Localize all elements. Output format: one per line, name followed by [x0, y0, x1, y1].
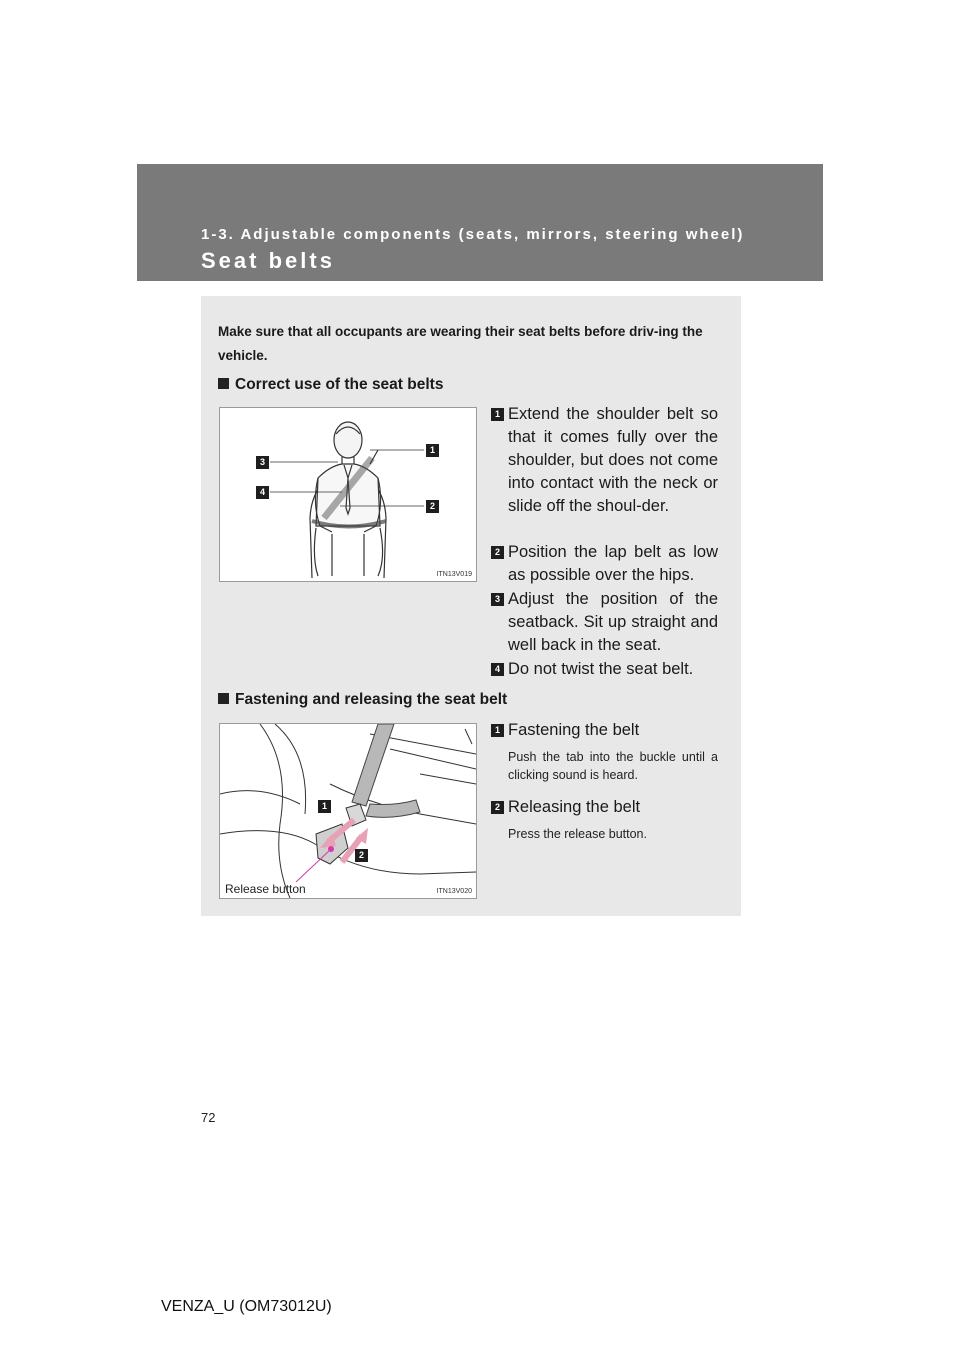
figure-fastening: [219, 723, 477, 899]
heading-fastening: [218, 691, 507, 709]
square-bullet-icon: [218, 693, 229, 704]
list-item: [491, 541, 718, 587]
intro-text: Make sure that all occupants are wearing their seat belts before driv-ing the vehicle.: [218, 324, 703, 363]
callout-1: 1: [318, 800, 331, 813]
list-item: [491, 403, 718, 518]
item-title: Releasing the belt: [508, 798, 641, 816]
figure-correct-use: [219, 407, 477, 582]
number-badge: 1: [491, 408, 504, 421]
item-detail: Push the tab into the buckle until a clicking sound is heard.: [508, 750, 718, 782]
callout-3: 3: [256, 456, 269, 469]
footer-model-code: VENZA_U (OM73012U): [161, 1298, 332, 1315]
item-text: Extend the shoulder belt so that it comes fully over the shoulder, but does not come into contact with the neck or slide off the shoul-der.: [508, 405, 718, 515]
item-text: Position the lap belt as low as possible over the hips.: [508, 543, 718, 584]
number-badge: 1: [491, 724, 504, 737]
number-badge: 2: [491, 801, 504, 814]
item-text: Adjust the position of the seatback. Sit up straight and well back in the seat.: [508, 590, 718, 654]
callout-1: 1: [426, 444, 439, 457]
list-item: [491, 658, 718, 681]
item-title: Fastening the belt: [508, 721, 640, 739]
buckle-illustration: [220, 724, 476, 898]
page-title: Seat belts: [201, 248, 335, 273]
chapter-header: [137, 164, 823, 281]
item-detail: Press the release button.: [508, 827, 647, 841]
figure-code: ITN13V019: [436, 571, 472, 578]
heading-correct-use: [218, 376, 443, 394]
page-number: 72: [201, 1110, 216, 1125]
list-item: [491, 588, 718, 657]
section-breadcrumb: 1-3. Adjustable components (seats, mirrors, steering wheel): [201, 226, 745, 243]
heading-fastening-label: Fastening and releasing the seat belt: [235, 691, 508, 708]
list-item: [491, 796, 718, 843]
content-panel: [201, 296, 741, 916]
release-button-label: Release button: [225, 882, 306, 896]
square-bullet-icon: [218, 378, 229, 389]
list-item: [491, 719, 718, 784]
number-badge: 3: [491, 593, 504, 606]
figure-code: ITN13V020: [436, 888, 472, 895]
number-badge: 4: [491, 663, 504, 676]
heading-correct-use-label: Correct use of the seat belts: [235, 376, 444, 393]
number-badge: 2: [491, 546, 504, 559]
callout-2: 2: [355, 849, 368, 862]
callout-2: 2: [426, 500, 439, 513]
item-text: Do not twist the seat belt.: [508, 660, 694, 678]
callout-4: 4: [256, 486, 269, 499]
